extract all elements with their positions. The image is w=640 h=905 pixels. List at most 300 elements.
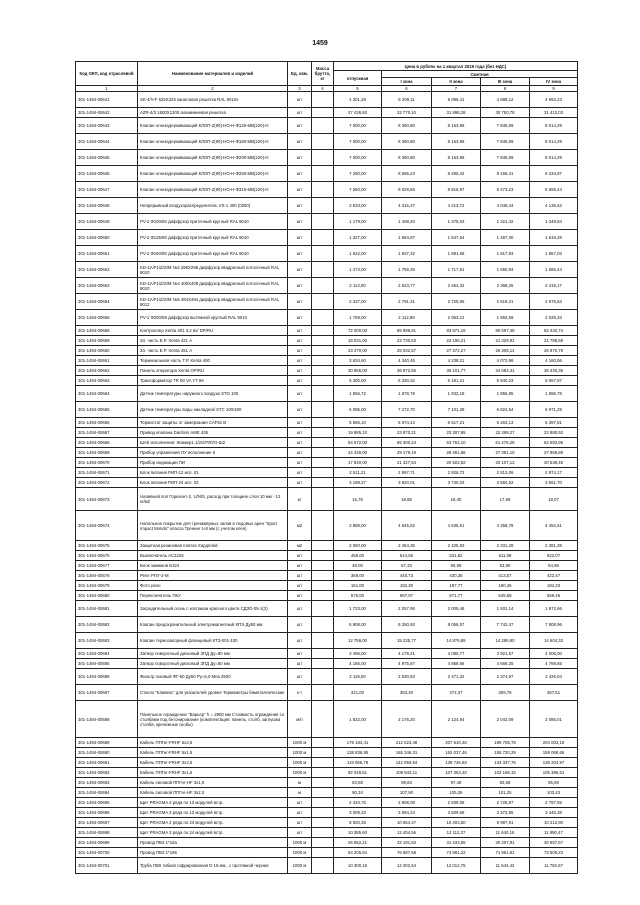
- table-row: [76, 418, 578, 428]
- item-price-zone-2: 10 403,50: [432, 818, 481, 828]
- item-name: Труба ПВХ гибкая гофрированная D 16 мм., с протяжкой черная: [138, 858, 288, 874]
- item-release-price: 1 769,00: [334, 310, 382, 326]
- item-mass: [312, 246, 334, 262]
- item-price-zone-1: 2 908,08: [382, 798, 432, 808]
- item-mass: [312, 166, 334, 182]
- item-mass: [312, 601, 334, 617]
- item-price-zone-2: 27 372,27: [432, 346, 481, 356]
- item-code: 301-1494-00670: [76, 458, 138, 468]
- item-price-zone-1: 28 032,57: [382, 346, 432, 356]
- item-price-zone-4: 2 874,17: [530, 468, 578, 478]
- item-code: 301-1494-00689: [76, 738, 138, 748]
- item-unit: шт: [288, 478, 312, 488]
- table-row: [76, 669, 578, 685]
- item-unit: шт: [288, 428, 312, 438]
- item-price-zone-4: 82 432,74: [530, 326, 578, 336]
- item-name: Щит PRAGMA 3 ряда по 24 модулей встр.: [138, 828, 288, 838]
- item-code: 301-1494-00695: [76, 798, 138, 808]
- item-name: Фото реле: [138, 581, 288, 591]
- item-name: Напольное покрытие для тренажёрных залов в ледовых арен "Sport Impact Mondo" класса Тренинг t=8 мм (с учетом клея): [138, 511, 288, 541]
- item-price-zone-1: 10 654,47: [382, 818, 432, 828]
- item-name: Клапан предохранительный электромагнитный КПЭ Ду50 мм: [138, 617, 288, 633]
- item-price-zone-2: 74 881,22: [432, 848, 481, 858]
- item-price-zone-4: 3 661,70: [530, 478, 578, 488]
- item-price-zone-4: 62 593,95: [530, 438, 578, 448]
- item-price-zone-2: 23 307,95: [432, 428, 481, 438]
- item-price-zone-3: 1 321,42: [481, 214, 530, 230]
- item-price-zone-2: 18,40: [432, 488, 481, 511]
- item-price-zone-3: 21 329,91: [481, 336, 530, 346]
- item-release-price: 3 009,33: [334, 808, 382, 818]
- item-unit: шт: [288, 561, 312, 571]
- item-price-zone-2: 187,77: [432, 581, 481, 591]
- item-name: Датчик температуры воды накладной STC 100/400: [138, 402, 288, 418]
- header-zone-2: II зона: [432, 78, 481, 86]
- item-code: 301-1494-00672: [76, 478, 138, 488]
- item-code: 301-1494-00685: [76, 659, 138, 669]
- item-price-zone-4: 11 792,67: [530, 858, 578, 874]
- item-price-zone-2: 1 547,64: [432, 230, 481, 246]
- table-row: [76, 366, 578, 376]
- item-price-zone-2: 28 491,88: [432, 448, 481, 458]
- item-release-price: 7 560,00: [334, 182, 382, 198]
- item-unit: шт: [288, 818, 312, 828]
- item-price-zone-2: 2 124,94: [432, 701, 481, 738]
- item-mass: [312, 386, 334, 402]
- item-price-zone-1: 6 674,43: [382, 418, 432, 428]
- item-price-zone-2: 2 725,56: [432, 294, 481, 310]
- table-row: [76, 402, 578, 418]
- item-mass: [312, 428, 334, 438]
- item-name: Затвор поворотный дисковый ЗПД Ду=50 мм: [138, 659, 288, 669]
- item-price-zone-2: 36 101,77: [432, 366, 481, 376]
- item-price-zone-1: 3 594,34: [382, 808, 432, 818]
- item-name: Блок зажимов Б324: [138, 561, 288, 571]
- item-price-zone-4: 2 381,38: [530, 541, 578, 551]
- column-number: 2: [138, 86, 288, 92]
- item-unit: шт: [288, 150, 312, 166]
- item-price-zone-3: 6 263,13: [481, 418, 530, 428]
- table-row: [76, 230, 578, 246]
- item-name: Затвор поворотный дисковый ЗПД Ду=80 мм: [138, 649, 288, 659]
- item-name: Термостат защиты от замерзания CAF81 В: [138, 418, 288, 428]
- item-price-zone-1: 8 695,23: [382, 166, 432, 182]
- item-unit: шт: [288, 366, 312, 376]
- item-name: PV-2 Ф160/80 диффузор приточный круглый RAL 9010: [138, 246, 288, 262]
- item-price-zone-3: 3 372,85: [481, 808, 530, 818]
- item-price-zone-2: 12 112,37: [432, 828, 481, 838]
- item-price-zone-4: 8 014,29: [530, 150, 578, 166]
- table-row: [76, 488, 578, 511]
- item-release-price: 2 434,76: [334, 798, 382, 808]
- item-price-zone-1: 22 730,63: [382, 336, 432, 346]
- header-estimate: Сметная: [382, 71, 578, 78]
- item-price-zone-4: 14 604,33: [530, 633, 578, 649]
- item-price-zone-2: 4 238,21: [432, 356, 481, 366]
- item-price-zone-3: 4 888,12: [481, 92, 530, 108]
- item-code: 301-1494-00667: [76, 428, 138, 438]
- item-mass: [312, 92, 334, 108]
- table-row: [76, 541, 578, 551]
- item-mass: [312, 701, 334, 738]
- item-price-zone-2: 138 746,93: [432, 758, 481, 768]
- item-release-price: 8 920,35: [334, 818, 382, 828]
- item-price-zone-1: 2 791,31: [382, 294, 432, 310]
- table-row: [76, 310, 578, 326]
- item-price-zone-1: 8 250,92: [382, 617, 432, 633]
- item-mass: [312, 617, 334, 633]
- item-name: Кабель ППГнг-FRHF 3х2,5: [138, 758, 288, 768]
- item-release-price: 2 119,00: [334, 669, 382, 685]
- item-code: 301-1494-00679: [76, 581, 138, 591]
- item-code: 301-1494-00688: [76, 701, 138, 738]
- item-price-zone-4: 367,51: [530, 685, 578, 701]
- item-price-zone-4: 1 972,66: [530, 601, 578, 617]
- item-name: Зл. часть E.P. Xenta 421 А: [138, 336, 288, 346]
- item-price-zone-1: 4 340,45: [382, 356, 432, 366]
- item-name: Кабель силовой ППГнг-НF 3х2,0: [138, 788, 288, 798]
- item-unit: шт: [288, 808, 312, 818]
- item-unit: 1000 м: [288, 848, 312, 858]
- column-number: 9: [530, 86, 578, 92]
- table-row: [76, 838, 578, 848]
- item-mass: [312, 541, 334, 551]
- item-price-zone-4: 522,07: [530, 551, 578, 561]
- item-price-zone-4: 7 908,96: [530, 617, 578, 633]
- header-price-group: Цена в рублях на 1 квартал 2019 года (без НДС): [334, 62, 578, 71]
- item-price-zone-1: 2 523,77: [382, 278, 432, 294]
- item-release-price: 4 301,28: [334, 92, 382, 108]
- item-price-zone-2: 6 517,21: [432, 418, 481, 428]
- item-price-zone-3: 2 368,25: [481, 278, 530, 294]
- item-price-zone-1: 7 272,70: [382, 402, 432, 418]
- table-row: [76, 581, 578, 591]
- item-price-zone-3: 11 544,42: [481, 858, 530, 874]
- item-price-zone-2: 31 433,55: [432, 838, 481, 848]
- item-unit: шт: [288, 198, 312, 214]
- item-code: 301-1494-00680: [76, 591, 138, 601]
- item-unit: м2: [288, 511, 312, 541]
- item-release-price: 17 940,00: [334, 458, 382, 468]
- item-unit: шт: [288, 246, 312, 262]
- item-price-zone-1: 142 093,94: [382, 758, 432, 768]
- item-unit: шт: [288, 633, 312, 649]
- item-price-zone-1: 107,90: [382, 788, 432, 798]
- item-mass: [312, 758, 334, 768]
- item-price-zone-1: 6 330,32: [382, 376, 432, 386]
- item-price-zone-4: 2 787,55: [530, 798, 578, 808]
- item-price-zone-2: 2 009,48: [432, 601, 481, 617]
- item-price-zone-3: 20 107,12: [481, 458, 530, 468]
- item-price-zone-1: 76 687,58: [382, 848, 432, 858]
- item-name: Провод ПВ3 1*16а: [138, 838, 288, 848]
- item-price-zone-2: 107 353,40: [432, 768, 481, 778]
- item-code: 301-1494-00642: [76, 108, 138, 118]
- item-price-zone-2: 1 891,68: [432, 246, 481, 262]
- item-price-zone-4: 2 675,63: [530, 294, 578, 310]
- item-code: 301-1494-00664: [76, 386, 138, 402]
- item-release-price: 2 337,00: [334, 294, 382, 310]
- item-code: 301-1494-00660: [76, 346, 138, 356]
- item-name: Привод клапана Danfoss AME 435: [138, 428, 288, 438]
- item-unit: шт: [288, 571, 312, 581]
- item-unit: шт: [288, 591, 312, 601]
- item-price-zone-4: 184,33: [530, 581, 578, 591]
- item-release-price: 12 756,00: [334, 633, 382, 649]
- item-mass: [312, 458, 334, 468]
- item-price-zone-2: 671,77: [432, 591, 481, 601]
- item-price-zone-2: 2 839,58: [432, 798, 481, 808]
- item-price-zone-3: 26 305,14: [481, 346, 530, 356]
- item-unit: шт: [288, 310, 312, 326]
- item-price-zone-4: 105 386,61: [530, 768, 578, 778]
- page-number: 1459: [312, 40, 328, 47]
- table-row: [76, 798, 578, 808]
- item-name: Реле РПУ-2-М: [138, 571, 288, 581]
- item-code: 301-1494-00666: [76, 418, 138, 428]
- item-price-zone-2: 1 717,91: [432, 262, 481, 278]
- table-row: [76, 758, 578, 768]
- item-unit: к-т: [288, 685, 312, 701]
- item-code: 301-1494-00674: [76, 511, 138, 541]
- item-unit: шт: [288, 468, 312, 478]
- item-price-zone-3: 359,78: [481, 685, 530, 701]
- item-release-price: 7 280,00: [334, 166, 382, 182]
- item-code: 301-1494-00698: [76, 828, 138, 838]
- item-price-zone-4: 3 445,38: [530, 808, 578, 818]
- item-price-zone-3: 8 473,23: [481, 182, 530, 198]
- item-price-zone-4: 136 204,97: [530, 758, 578, 768]
- item-price-zone-2: 8 163,86: [432, 118, 481, 134]
- item-unit: шт: [288, 326, 312, 336]
- item-code: 301-1494-00654: [76, 294, 138, 310]
- item-price-zone-2: 7 101,39: [432, 402, 481, 418]
- item-name: Щит PRAGMA 2 ряда по 24 модулей встр.: [138, 818, 288, 828]
- table-row: [76, 788, 578, 798]
- table-row: [76, 108, 578, 118]
- header-mass: Масса брутто, кг: [312, 62, 334, 86]
- item-mass: [312, 788, 334, 798]
- item-price-zone-3: 155 720,29: [481, 748, 530, 758]
- item-name: Блок питания РИП-12 исп. 01: [138, 468, 288, 478]
- item-price-zone-3: 1 650,94: [481, 262, 530, 278]
- item-release-price: 19 031,00: [334, 336, 382, 346]
- item-code: 301-1494-00681: [76, 601, 138, 617]
- item-release-price: 6 085,00: [334, 402, 382, 418]
- table-row: [76, 198, 578, 214]
- item-unit: шт: [288, 92, 312, 108]
- item-price-zone-1: 23 870,21: [382, 428, 432, 438]
- table-row: [76, 701, 578, 738]
- item-price-zone-1: 192,30: [382, 581, 432, 591]
- item-code: 301-1494-00699: [76, 838, 138, 848]
- item-unit: 1000 м: [288, 768, 312, 778]
- item-mass: [312, 633, 334, 649]
- item-price-zone-4: 1 519,28: [530, 230, 578, 246]
- item-price-zone-2: 55,98: [432, 561, 481, 571]
- item-name: Кабель ППГнг-FRHF 3х1,5: [138, 768, 288, 778]
- item-price-zone-1: 2 057,95: [382, 601, 432, 617]
- item-price-zone-2: 31 998,28: [432, 108, 481, 118]
- table-row: [76, 551, 578, 561]
- item-name: Панель оператора Xenta OP/RU: [138, 366, 288, 376]
- item-price-zone-3: 34 694,31: [481, 366, 530, 376]
- item-price-zone-4: 30 857,57: [530, 838, 578, 848]
- item-mass: [312, 346, 334, 356]
- item-mass: [312, 551, 334, 561]
- item-unit: 1000 м: [288, 758, 312, 768]
- item-code: 301-1494-00645: [76, 150, 138, 166]
- item-price-zone-1: 1 978,79: [382, 386, 432, 402]
- item-price-zone-3: 93,68: [481, 778, 530, 788]
- item-price-zone-4: 21 788,58: [530, 336, 578, 346]
- item-price-zone-1: 544,65: [382, 551, 432, 561]
- item-release-price: 3 198,27: [334, 478, 382, 488]
- item-unit: шт: [288, 798, 312, 808]
- item-release-price: 3 533,00: [334, 198, 382, 214]
- header-zone-1: I зона: [382, 78, 432, 86]
- item-price-zone-1: 1 408,20: [382, 214, 432, 230]
- item-price-zone-3: 2 374,97: [481, 669, 530, 685]
- item-release-price: 369,00: [334, 571, 382, 581]
- item-release-price: 161,00: [334, 581, 382, 591]
- item-price-zone-2: 14 876,89: [432, 633, 481, 649]
- item-name: Провод ПВ3 1*165: [138, 848, 288, 858]
- item-name: SK-4/V-F 625Х325 каналовая решетка RAL 9010s: [138, 92, 288, 108]
- item-price-zone-2: 8 163,86: [432, 150, 481, 166]
- table-row: [76, 246, 578, 262]
- table-row: [76, 778, 578, 788]
- item-unit: шт: [288, 356, 312, 366]
- item-price-zone-1: 383,40: [382, 685, 432, 701]
- item-name: Выключатель АС2226: [138, 551, 288, 561]
- item-unit: шт: [288, 828, 312, 838]
- item-name: Клапан огнезадерживающий КЛОП-2(90)-НО-Н-Ф315-МВ(220)-Н: [138, 182, 288, 198]
- item-price-zone-2: 4 080,77: [432, 649, 481, 659]
- item-code: 301-1494-00649: [76, 214, 138, 230]
- item-release-price: 19 985,10: [334, 428, 382, 438]
- item-name: Кабель ППГнг-FRHF 5х1,5: [138, 748, 288, 758]
- item-name: Непрерывный воздухораспределитель VS-1 400 (0250): [138, 198, 288, 214]
- item-code: 301-1494-00675: [76, 541, 138, 551]
- table-row: [76, 428, 578, 438]
- item-name: Панельное ограждение "Барьер" h = 2900 мм Стоимость ограждения со столбами под бетонирование (комплектация: панель, столб, заглушка столба, крепежные скобы): [138, 701, 288, 738]
- item-unit: шт: [288, 118, 312, 134]
- item-price-zone-1: 9 029,66: [382, 182, 432, 198]
- item-price-zone-1: 2 454,35: [382, 541, 432, 551]
- item-price-zone-1: 8 360,80: [382, 134, 432, 150]
- item-mass: [312, 438, 334, 448]
- item-mass: [312, 808, 334, 818]
- table-row: [76, 591, 578, 601]
- item-name: Переключатель ПКУ: [138, 591, 288, 601]
- item-name: Клапан термозапорный фланцевый КТЗ-001-100: [138, 633, 288, 649]
- item-price-zone-1: 36 972,66: [382, 366, 432, 376]
- item-unit: шт: [288, 278, 312, 294]
- item-code: 301-1494-00661: [76, 356, 138, 366]
- item-unit: шт: [288, 402, 312, 418]
- item-code: 301-1494-00683: [76, 633, 138, 649]
- item-price-zone-2: 97,48: [432, 778, 481, 788]
- table-row: [76, 326, 578, 336]
- table-row: [76, 617, 578, 633]
- item-code: 301-1494-00646: [76, 166, 138, 182]
- item-price-zone-1: 12 302,54: [382, 858, 432, 874]
- item-price-zone-3: 645,58: [481, 591, 530, 601]
- item-price-zone-3: 8 159,41: [481, 166, 530, 182]
- item-release-price: 15,76: [334, 488, 382, 511]
- item-mass: [312, 591, 334, 601]
- table-row: [76, 561, 578, 571]
- item-price-zone-4: 8 014,29: [530, 118, 578, 134]
- item-price-zone-3: 27 381,10: [481, 448, 530, 458]
- item-price-zone-4: 2 025,33: [530, 310, 578, 326]
- item-name: Блок питания РИП-24 исп. 02: [138, 478, 288, 488]
- item-code: 301-1494-00651: [76, 246, 138, 262]
- column-number: 6: [382, 86, 432, 92]
- item-name: Щит PRAGMA 2 ряда по 13 модулей встр.: [138, 798, 288, 808]
- item-price-zone-1: 109 943,11: [382, 768, 432, 778]
- item-unit: шт: [288, 262, 312, 278]
- item-unit: шт: [288, 108, 312, 118]
- item-price-zone-4: 18,07: [530, 488, 578, 511]
- item-mass: [312, 659, 334, 669]
- item-price-zone-2: 1 375,03: [432, 214, 481, 230]
- item-name: Клапан огнезадерживающий КЛОП-2(90)-НО-Н-Ф200-МВ(220)-Н: [138, 150, 288, 166]
- column-number: 5: [334, 86, 382, 92]
- item-price-zone-4: 1 686,44: [530, 262, 578, 278]
- item-code: 301-1494-00687: [76, 685, 138, 701]
- item-price-zone-2: 8 056,57: [432, 617, 481, 633]
- item-price-zone-4: 4 769,65: [530, 659, 578, 669]
- item-price-zone-2: 207 610,46: [432, 738, 481, 748]
- table-row: [76, 685, 578, 701]
- table-row: [76, 738, 578, 748]
- item-price-zone-2: 162 037,46: [432, 748, 481, 758]
- item-release-price: 54 672,00: [334, 438, 382, 448]
- table-row: [76, 858, 578, 874]
- item-price-zone-3: 9 997,91: [481, 818, 530, 828]
- item-price-zone-4: 11 890,47: [530, 828, 578, 838]
- table-row: [76, 468, 578, 478]
- item-name: Стекло "Кливекс" для указателей уровня Термометры биметаллические: [138, 685, 288, 701]
- item-price-zone-2: 8 816,97: [432, 182, 481, 198]
- item-price-zone-1: 21 427,54: [382, 458, 432, 468]
- item-release-price: 1 179,00: [334, 214, 382, 230]
- item-unit: м: [288, 778, 312, 788]
- item-release-price: 458,00: [334, 551, 382, 561]
- item-mass: [312, 478, 334, 488]
- item-mass: [312, 778, 334, 788]
- item-price-zone-4: 4 006,00: [530, 649, 578, 659]
- item-mass: [312, 198, 334, 214]
- item-name: Прибор управления ПУ исполнение 5: [138, 448, 288, 458]
- item-price-zone-4: 73 509,23: [530, 848, 578, 858]
- item-unit: шт: [288, 551, 312, 561]
- table-row: [76, 649, 578, 659]
- item-name: Прибор индикации ПИ: [138, 458, 288, 468]
- table-row: [76, 601, 578, 617]
- item-code: 301-1494-00669: [76, 448, 138, 458]
- item-price-zone-2: 2 464,32: [432, 278, 481, 294]
- item-price-zone-1: 15 235,77: [382, 633, 432, 649]
- item-price-zone-4: 2 426,04: [530, 669, 578, 685]
- item-price-zone-1: 4 645,02: [382, 511, 432, 541]
- item-price-zone-1: 1 937,32: [382, 246, 432, 262]
- item-code: 301-1494-00700: [76, 848, 138, 858]
- item-price-zone-1: 165 346,31: [382, 748, 432, 758]
- item-release-price: 7 000,00: [334, 118, 382, 134]
